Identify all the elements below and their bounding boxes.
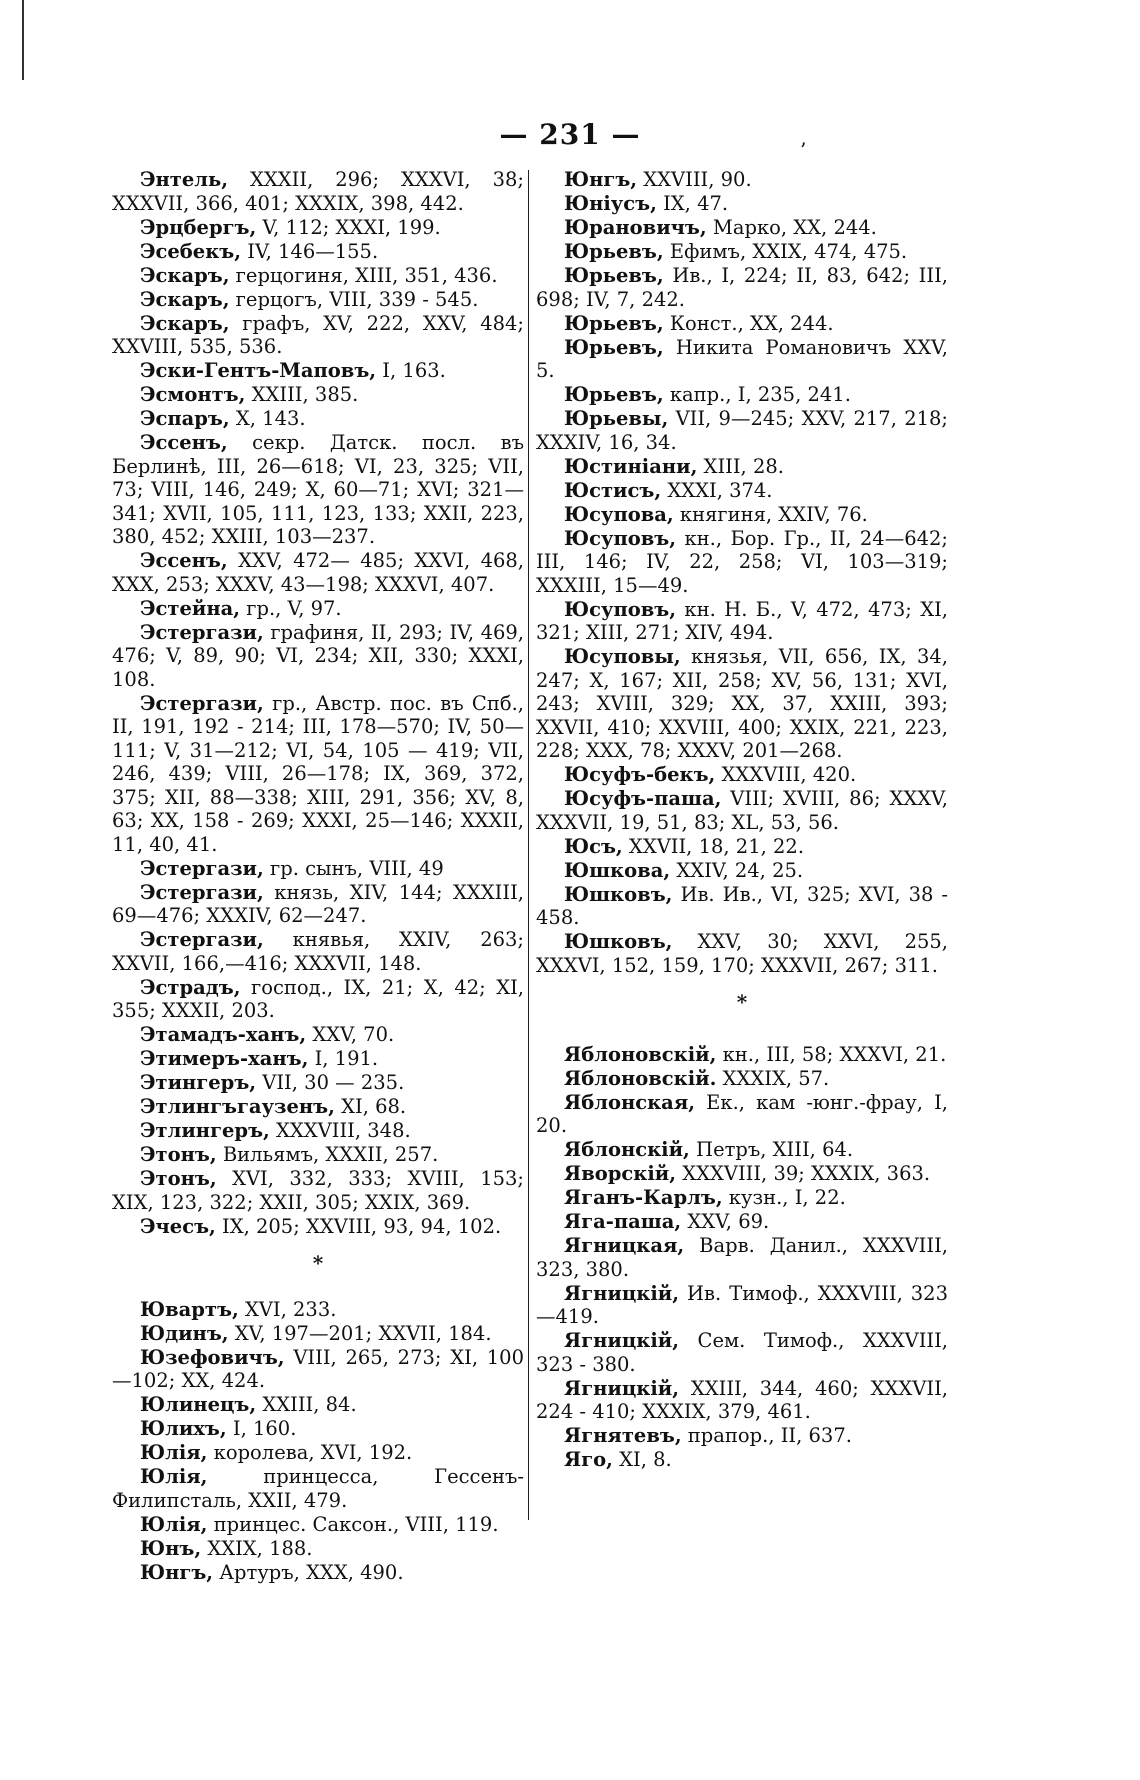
- index-entry: [536, 930, 948, 977]
- column-divider: [528, 170, 529, 1520]
- entry-references: X, 143.: [229, 407, 306, 430]
- entry-heading: Юнгъ,: [140, 1560, 214, 1584]
- entry-heading: Эстергази,: [140, 928, 264, 951]
- entry-references: Ефимъ, XXIX, 474, 475.: [663, 240, 908, 263]
- entry-references: XXIX, 188.: [201, 1536, 313, 1560]
- entry-heading: Эссенъ,: [140, 549, 228, 572]
- entry-heading: Эски-Гентъ-Маповъ,: [140, 359, 377, 382]
- entry-references: XVI, 332, 333; XVIII, 153; XIX, 123, 322; XXII, 305; XXIX, 369.: [112, 1167, 524, 1214]
- entry-references: кузн., I, 22.: [722, 1186, 846, 1209]
- index-entry: [536, 1377, 948, 1424]
- index-entry: [112, 549, 524, 596]
- index-entry: [112, 383, 524, 407]
- index-entry: [112, 1513, 524, 1537]
- entry-references: XXVIII, 90.: [637, 168, 752, 191]
- index-entry: [112, 621, 524, 692]
- index-entry: [536, 264, 948, 311]
- entry-heading: Юзефовичъ,: [140, 1345, 285, 1369]
- entry-references: принцес. Саксон., VIII, 119.: [207, 1512, 499, 1536]
- entry-heading: Юлихъ,: [140, 1417, 227, 1440]
- index-entry: [536, 787, 948, 834]
- entry-references: VIII; XVIII, 86; XXXV, XXXVII, 19, 51, 83; XL, 53, 56.: [536, 787, 948, 834]
- entry-heading: Яблонская,: [564, 1090, 696, 1114]
- entry-references: кн. Н. Б., V, 472, 473; XI, 321; XIII, 271; XIV, 494.: [536, 597, 948, 644]
- index-entry: [112, 1346, 524, 1393]
- index-entry: [112, 1143, 524, 1167]
- entry-references: XVI, 233.: [238, 1297, 337, 1321]
- entry-heading: Ягницкій,: [564, 1376, 680, 1400]
- entry-heading: Эскаръ,: [140, 287, 230, 311]
- entry-references: XXXI, 374.: [661, 478, 773, 502]
- entry-heading: Юрьевъ,: [564, 383, 664, 406]
- entry-references: княгиня, XXIV, 76.: [673, 502, 868, 526]
- entry-references: IV, 146—155.: [241, 239, 379, 263]
- entry-references: Никита Романовичъ XXV, 5.: [536, 335, 948, 382]
- entry-heading: Эссенъ,: [140, 431, 228, 454]
- entry-references: капр., I, 235, 241.: [663, 383, 851, 406]
- entry-references: XXXVIII, 420.: [715, 763, 857, 786]
- entry-references: гр., Австр. пос. въ Спб., II, 191, 192 - 214; III, 178—570; IV, 50—111; V, 31—212; VI, 54, 105 — 419; VII, 246, 439; VIII, 26—178; IX, 369, 372, 375; XII, 88—338; XIII, 291, 356; XV, 8, 63; XX, 158 - 269; XXXI, 25—146; XXXII, 11, 40, 41.: [112, 691, 524, 856]
- entry-heading: Яворскій,: [564, 1162, 677, 1185]
- index-entry: [112, 1322, 524, 1346]
- index-entry: [112, 288, 524, 312]
- entry-references: Вильямъ, XXXII, 257.: [216, 1143, 439, 1166]
- entry-heading: Юлія,: [140, 1512, 208, 1536]
- entry-references: Конст., XX, 244.: [663, 311, 834, 335]
- index-entry: [112, 1393, 524, 1417]
- index-entry: [112, 1071, 524, 1095]
- entry-references: Ив. Ив., VI, 325; XVI, 38 - 458.: [536, 882, 948, 929]
- entry-references: XXIII, 84.: [256, 1393, 357, 1416]
- index-entry: [112, 1047, 524, 1071]
- entry-references: I, 163.: [376, 359, 446, 382]
- entry-heading: Юсупова,: [564, 502, 674, 526]
- entry-heading: Эстейна,: [140, 596, 241, 620]
- index-entry: [112, 597, 524, 621]
- entry-references: XXIII, 344, 460; XXXVII, 224 - 410; XXXIX, 379, 461.: [536, 1376, 948, 1423]
- entry-heading: Юрьевъ,: [564, 311, 664, 335]
- index-entry: [536, 645, 948, 763]
- entry-heading: Яблонскій,: [564, 1138, 690, 1161]
- index-entry: [112, 240, 524, 264]
- entry-heading: Юнгъ,: [564, 168, 638, 191]
- index-entry: [112, 976, 524, 1023]
- entry-references: XXIV, 24, 25.: [670, 858, 804, 882]
- margin-line: [22, 0, 24, 80]
- index-entry: [112, 881, 524, 928]
- entry-references: XXXII, 296; XXXVI, 38; XXXVII, 366, 401; XXXIX, 398, 442.: [112, 168, 524, 215]
- entry-references: XXXVIII, 348.: [269, 1119, 411, 1142]
- entry-heading: Эстергази,: [140, 856, 264, 880]
- entry-heading: Этонъ,: [140, 1167, 217, 1190]
- index-entry: [112, 692, 524, 857]
- entry-references: XXIII, 385.: [245, 383, 359, 406]
- index-entry: [536, 1210, 948, 1234]
- index-entry: [536, 168, 948, 192]
- entry-heading: Этимеръ-ханъ,: [140, 1047, 309, 1070]
- index-entry: [112, 1215, 524, 1239]
- index-entry: [536, 883, 948, 930]
- index-entry: [536, 1282, 948, 1329]
- index-entry: [536, 598, 948, 645]
- entry-heading: Юрановичъ,: [564, 216, 707, 239]
- entry-references: гр., V, 97.: [240, 596, 342, 620]
- entry-heading: Ювартъ,: [140, 1297, 239, 1321]
- index-entry: [112, 1119, 524, 1143]
- entry-references: герцогиня, XIII, 351, 436.: [229, 263, 498, 287]
- index-entry: [536, 1234, 948, 1281]
- entry-heading: Юнъ,: [140, 1536, 202, 1560]
- index-entry: [536, 763, 948, 787]
- entry-heading: Ягницкая,: [564, 1234, 685, 1257]
- entry-heading: Этингеръ,: [140, 1071, 257, 1094]
- page-number: — 231 —: [499, 118, 641, 151]
- index-entry: [112, 1561, 524, 1585]
- entry-references: XI, 8.: [612, 1448, 672, 1471]
- entry-references: Сем. Тимоф., XXXVIII, 323 - 380.: [536, 1329, 948, 1376]
- entry-heading: Юстиніани,: [564, 454, 698, 478]
- entry-heading: Юстисъ,: [564, 478, 662, 502]
- index-entry: [112, 431, 524, 549]
- entry-heading: Ягницкій,: [564, 1281, 680, 1305]
- entry-heading: Яблоновскій.: [564, 1066, 717, 1090]
- index-entry: [112, 1417, 524, 1441]
- index-entry: [536, 503, 948, 527]
- entry-heading: Эчесъ,: [140, 1214, 216, 1238]
- index-entry: [536, 192, 948, 216]
- entry-references: графиня, II, 293; IV, 469, 476; V, 89, 90; VI, 234; XII, 330; XXXI, 108.: [112, 620, 524, 691]
- entry-references: I, 160.: [226, 1417, 297, 1440]
- entry-references: князь, XIV, 144; XXXIII, 69—476; XXXIV, 62—247.: [112, 880, 524, 927]
- index-entry: [536, 859, 948, 883]
- entry-references: Ек., кам -юнг.-фрау, I, 20.: [536, 1090, 948, 1137]
- index-entry: [536, 1329, 948, 1376]
- entry-heading: Юлія,: [140, 1441, 208, 1464]
- entry-references: XXV, 70.: [306, 1023, 395, 1046]
- index-entry: [112, 359, 524, 383]
- entry-heading: Юсуфъ-бекъ,: [564, 763, 716, 786]
- entry-heading: Юшковъ,: [564, 930, 673, 953]
- index-entry: [536, 479, 948, 503]
- entry-references: прапор., II, 637.: [681, 1424, 852, 1447]
- entry-references: XXV, 30; XXVI, 255, XXXVI, 152, 159, 170; XXXVII, 267; 311.: [536, 930, 948, 977]
- entry-references: XIII, 28.: [697, 454, 784, 478]
- index-entry: [536, 527, 948, 598]
- index-entry: [536, 455, 948, 479]
- entry-heading: Юрьевъ,: [564, 240, 664, 263]
- entry-heading: Эсмонтъ,: [140, 383, 246, 406]
- entry-heading: Этонъ,: [140, 1143, 217, 1166]
- index-entry: [112, 407, 524, 431]
- entry-heading: Юрьевъ,: [564, 264, 664, 287]
- entry-references: Ив. Тимоф., XXXVIII, 323—419.: [536, 1281, 948, 1328]
- section-separator: *: [312, 1251, 324, 1275]
- entry-references: королева, XVI, 192.: [207, 1441, 413, 1464]
- entry-heading: Эстергази,: [140, 880, 264, 904]
- index-entry: [112, 312, 524, 359]
- index-entry: [536, 407, 948, 454]
- entry-heading: Ягницкій,: [564, 1329, 680, 1352]
- entry-references: V, 112; XXXI, 199.: [256, 215, 441, 239]
- entry-references: VII, 30 — 235.: [256, 1071, 405, 1094]
- entry-heading: Юшковъ,: [564, 882, 673, 906]
- index-entry: [112, 1537, 524, 1561]
- index-entry: [536, 1186, 948, 1210]
- entry-references: I, 191.: [308, 1047, 379, 1070]
- index-entry: [536, 1091, 948, 1138]
- index-entry: [112, 928, 524, 975]
- entry-heading: Этлингъгаузенъ,: [140, 1095, 335, 1118]
- entry-heading: Юсуфъ-паша,: [564, 787, 722, 810]
- entry-references: VIII, 265, 273; XI, 100—102; XX, 424.: [112, 1345, 524, 1392]
- entry-heading: Юшкова,: [564, 858, 671, 882]
- entry-references: князья, VII, 656, IX, 34, 247; X, 167; XII, 258; XV, 56, 131; XVI, 243; XVIII, 329; XX, 37, XXIII, 393; XXVII, 410; XXVIII, 400; XXIX, 221, 223, 228; XXX, 78; XXXV, 201—268.: [536, 645, 948, 762]
- entry-heading: Энтель,: [140, 168, 229, 191]
- index-entry: [112, 216, 524, 240]
- entry-references: принцесса, Гессенъ-Филипсталь, XXII, 479.: [112, 1465, 524, 1512]
- entry-heading: Юсуповы,: [564, 645, 681, 668]
- entry-references: VII, 9—245; XXV, 217, 218; XXXIV, 16, 34.: [536, 407, 948, 454]
- entry-references: XXXVIII, 39; XXXIX, 363.: [676, 1162, 931, 1185]
- entry-references: Ив., I, 224; II, 83, 642; III, 698; IV, 7, 242.: [536, 264, 948, 311]
- entry-references: герцогъ, VIII, 339 - 545.: [229, 287, 479, 311]
- stray-mark: ’: [800, 138, 807, 162]
- entry-references: XXV, 69.: [681, 1210, 770, 1233]
- entry-references: Варв. Данил., XXXVIII, 323, 380.: [536, 1234, 948, 1281]
- index-section-yu-continued: [536, 168, 948, 977]
- entry-references: Петръ, XIII, 64.: [689, 1138, 854, 1161]
- entry-heading: Эсебекъ,: [140, 239, 242, 263]
- entry-heading: Юлинецъ,: [140, 1393, 257, 1416]
- entry-references: кн., Бор. Гр., II, 24—642; III, 146; IV, 22, 258; VI, 103—319; XXXIII, 15—49.: [536, 526, 948, 597]
- entry-references: XXV, 472— 485; XXVI, 468, XXX, 253; XXXV, 43—198; XXXVI, 407.: [112, 549, 524, 596]
- index-entry: [112, 168, 524, 215]
- index-section-ya: [536, 1043, 948, 1472]
- entry-references: XXVII, 18, 21, 22.: [622, 834, 805, 858]
- index-entry: [536, 1448, 948, 1472]
- index-entry: [112, 1023, 524, 1047]
- entry-heading: Эстрадъ,: [140, 975, 241, 999]
- entry-references: княвья, XXIV, 263; XXVII, 166,—416; XXXVII, 148.: [112, 928, 524, 975]
- right-column: [536, 168, 948, 1472]
- entry-heading: Юлія,: [140, 1465, 208, 1488]
- entry-references: кн., III, 58; XXXVI, 21.: [716, 1042, 947, 1066]
- index-entry: [536, 312, 948, 336]
- entry-heading: Юдинъ,: [140, 1321, 229, 1345]
- entry-references: XI, 68.: [334, 1095, 407, 1118]
- index-entry: [112, 1167, 524, 1214]
- index-entry: [112, 1095, 524, 1119]
- entry-heading: Юсъ,: [564, 834, 623, 858]
- entry-heading: Яблоновскій,: [564, 1042, 717, 1066]
- index-entry: [112, 1298, 524, 1322]
- entry-heading: Эстергази,: [140, 691, 264, 715]
- entry-heading: Юсуповъ,: [564, 597, 677, 621]
- entry-references: XXXIX, 57.: [716, 1066, 830, 1090]
- entry-references: графъ, XV, 222, XXV, 484; XXVIII, 535, 536.: [112, 311, 524, 358]
- index-entry: [112, 1441, 524, 1465]
- entry-references: секр. Датск. посл. въ Берлинѣ, III, 26—618; VI, 23, 325; VII, 73; VIII, 146, 249; X, 60—71; XVI; 321—341; XVII, 105, 111, 123, 133; XXII, 223, 380, 452; XXIII, 103—237.: [112, 431, 524, 548]
- entry-heading: Яганъ-Карлъ,: [564, 1186, 723, 1209]
- entry-heading: Эспаръ,: [140, 407, 230, 430]
- index-entry: [536, 1067, 948, 1091]
- entry-references: Артуръ, XXX, 490.: [213, 1560, 404, 1584]
- entry-references: XV, 197—201; XXVII, 184.: [228, 1321, 492, 1345]
- index-entry: [536, 1162, 948, 1186]
- entry-heading: Юсуповъ,: [564, 526, 677, 550]
- entry-heading: Юніусъ,: [564, 192, 657, 215]
- left-column: [112, 168, 524, 1585]
- index-entry: [536, 240, 948, 264]
- index-entry: [536, 1043, 948, 1067]
- index-entry: [536, 835, 948, 859]
- index-section-yu: [112, 1298, 524, 1585]
- entry-references: Марко, XX, 244.: [706, 216, 877, 239]
- entry-heading: Эрцбергъ,: [140, 215, 257, 239]
- index-section-e: [112, 168, 524, 1238]
- index-entry: [536, 1424, 948, 1448]
- index-entry: [112, 264, 524, 288]
- entry-heading: Эскаръ,: [140, 263, 230, 287]
- index-entry: [536, 383, 948, 407]
- entry-references: IX, 205; XXVIII, 93, 94, 102.: [215, 1214, 502, 1238]
- entry-heading: Этамадъ-ханъ,: [140, 1023, 307, 1046]
- entry-heading: Эскаръ,: [140, 311, 230, 335]
- entry-references: гр. сынъ, VIII, 49: [263, 856, 444, 880]
- index-entry: [536, 336, 948, 383]
- entry-heading: Эстергази,: [140, 620, 264, 644]
- index-entry: [112, 1465, 524, 1512]
- entry-heading: Юрьевъ,: [564, 335, 664, 359]
- entry-heading: Юрьевы,: [564, 407, 669, 430]
- entry-references: господ., IX, 21; X, 42; XI, 355; XXXII, 203.: [112, 975, 524, 1022]
- entry-heading: Ягнятевъ,: [564, 1424, 682, 1447]
- entry-heading: Этлингеръ,: [140, 1119, 270, 1142]
- entry-heading: Яга-паша,: [564, 1210, 682, 1233]
- index-entry: [536, 216, 948, 240]
- index-entry: [536, 1138, 948, 1162]
- entry-heading: Яго,: [564, 1448, 613, 1471]
- section-separator: *: [736, 990, 748, 1014]
- entry-references: IX, 47.: [656, 192, 729, 215]
- index-entry: [112, 857, 524, 881]
